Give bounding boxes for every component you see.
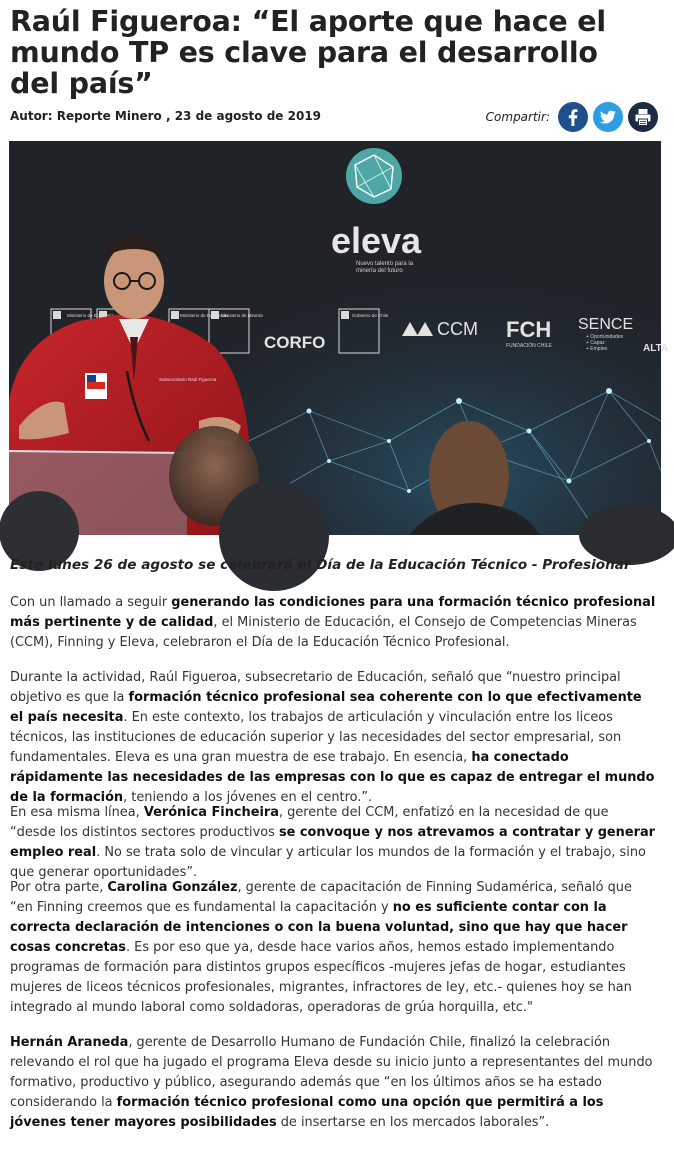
body-text: , gerente del CCM, enfatizó en la necesidad de que “desde los distintos sectores productivos [10, 805, 609, 840]
body-text: Por otra parte, [10, 880, 108, 895]
facebook-share-button[interactable] [558, 102, 588, 132]
share-bar [486, 102, 658, 132]
body-text: . No se trata solo de vincular y articular los mundos de la formación y el trabajo, sino que generar oportunidades”. [10, 845, 646, 880]
article-paragraph-4 [10, 878, 658, 1018]
bold-text: formación técnico profesional como una opción que permitirá a los jóvenes tener mayores posibilidades [10, 1095, 604, 1130]
body-text: , gerente de capacitación de Finning Sudamérica, señaló que “en Finning creemos que es fundamental la capacitación y [10, 880, 632, 915]
sponsor-sence-sub-1: + Oportunidades [586, 334, 624, 340]
article-paragraph-3 [10, 803, 658, 883]
article-byline: Autor: Reporte Minero , 23 de agosto de 2019 [10, 109, 322, 123]
article-photo [9, 141, 669, 535]
sponsor-ministerio-educacion: Ministerio de Educación [180, 313, 228, 318]
bold-text: no es suficiente contar con la correcta declaración de intenciones o con la buena voluntad, sino que hay que hacer cosas concretas [10, 900, 628, 955]
article-paragraph-2 [10, 668, 658, 808]
sponsor-fch-sub: FUNDACIÓN CHILE [506, 343, 552, 349]
body-text: , el Ministerio de Educación, el Consejo de Competencias Mineras (CCM), Finning y Eleva, celebraron el Día de la Educación Técnico Profesional. [10, 615, 637, 650]
sponsor-ministerio-economia: Ministerio de Economía [67, 313, 115, 318]
sponsor-sence: SENCE [578, 316, 634, 333]
bold-text: Carolina González [107, 880, 238, 895]
body-text: , teniendo a los jóvenes en el centro.”. [123, 790, 373, 805]
twitter-share-button[interactable] [593, 102, 623, 132]
body-text: En esa misma línea, [10, 805, 144, 820]
sponsor-sence-sub-2: + Capaz [586, 340, 605, 346]
body-text: . En este contexto, los trabajos de articulación y vinculación entre los liceos técnicos, las instituciones de educación superior y las necesidades del sector empresarial, son fundamentales. Eleva es una gran muestra de ese trabajo. En esencia, [10, 710, 622, 765]
body-text: Durante la actividad, Raúl Figueroa, subsecretario de Educación, señaló que “nuestro principal objetivo es que la [10, 670, 621, 705]
sponsor-corfo: CORFO [264, 333, 326, 352]
print-button[interactable] [628, 102, 658, 132]
article-paragraph-1 [10, 593, 658, 653]
eleva-text: eleva [330, 220, 422, 261]
body-text: . Es por eso que ya, desde hace varios años, hemos estado implementando programas de formación para distintos grupos específicos -mujeres jefas de hogar, estudiantes mujeres de liceos técnicos profesionales, migrantes, infractores de ley, etc.- quienes hoy se han integrado al mundo laboral como soldadoras, operadoras de grúa horquilla, etc." [10, 940, 632, 1015]
print-icon [628, 102, 658, 132]
sponsor-fch: FCH [506, 317, 552, 342]
sponsor-gobierno: Gobierno de Chile [352, 313, 389, 318]
article-lead: Este lunes 26 de agosto se celebrará el Día de la Educación Técnico - Profesional [10, 557, 629, 573]
sponsor-sence-sub-3: + Empleo [586, 346, 608, 352]
facebook-icon [558, 102, 588, 132]
body-text: Con un llamado a seguir [10, 595, 172, 610]
bold-text: generando las condiciones para una formación técnico profesional más pertinente y de calidad [10, 595, 656, 630]
bold-text: Verónica Fincheira [143, 805, 279, 820]
body-text: de insertarse en los mercados laborales”. [276, 1115, 550, 1130]
sponsor-alta: ALTA [643, 343, 669, 354]
share-label: Compartir: [485, 110, 550, 124]
event-photo [9, 141, 669, 535]
eleva-tagline-1: Nuevo talento para la [356, 261, 414, 267]
jacket-name: Subsecretario Raúl Figueroa [159, 377, 217, 382]
bold-text: ha conectado rápidamente las necesidades de las empresas con lo que es capaz de entregar el mundo de la formación [10, 750, 655, 805]
eleva-tagline-2: minería del futuro [356, 268, 403, 274]
eleva-logo [346, 148, 402, 204]
sponsor-ccm: CCM [437, 319, 478, 339]
body-text: , gerente de Desarrollo Humano de Fundación Chile, finalizó la celebración relevando el rol que ha jugado el programa Eleva desde su inicio junto a representantes del mundo formativo, productivo y público, asegurando además que “en los últimos años se ha estado considerando la [10, 1035, 653, 1110]
article-title: Raúl Figueroa: “El aporte que hace el mundo TP es clave para el desarrollo del país” [10, 5, 606, 100]
sponsor-ministerio-mineria: Ministerio de Minería [221, 313, 263, 318]
bold-text: se convoque y nos atrevamos a contratar y generar empleo real [10, 825, 656, 860]
article-paragraph-5 [10, 1033, 658, 1133]
bold-text: formación técnico profesional sea coherente con lo que efectivamente el país necesita [10, 690, 642, 725]
bold-text: Hernán Araneda [10, 1035, 129, 1050]
twitter-icon [593, 102, 623, 132]
